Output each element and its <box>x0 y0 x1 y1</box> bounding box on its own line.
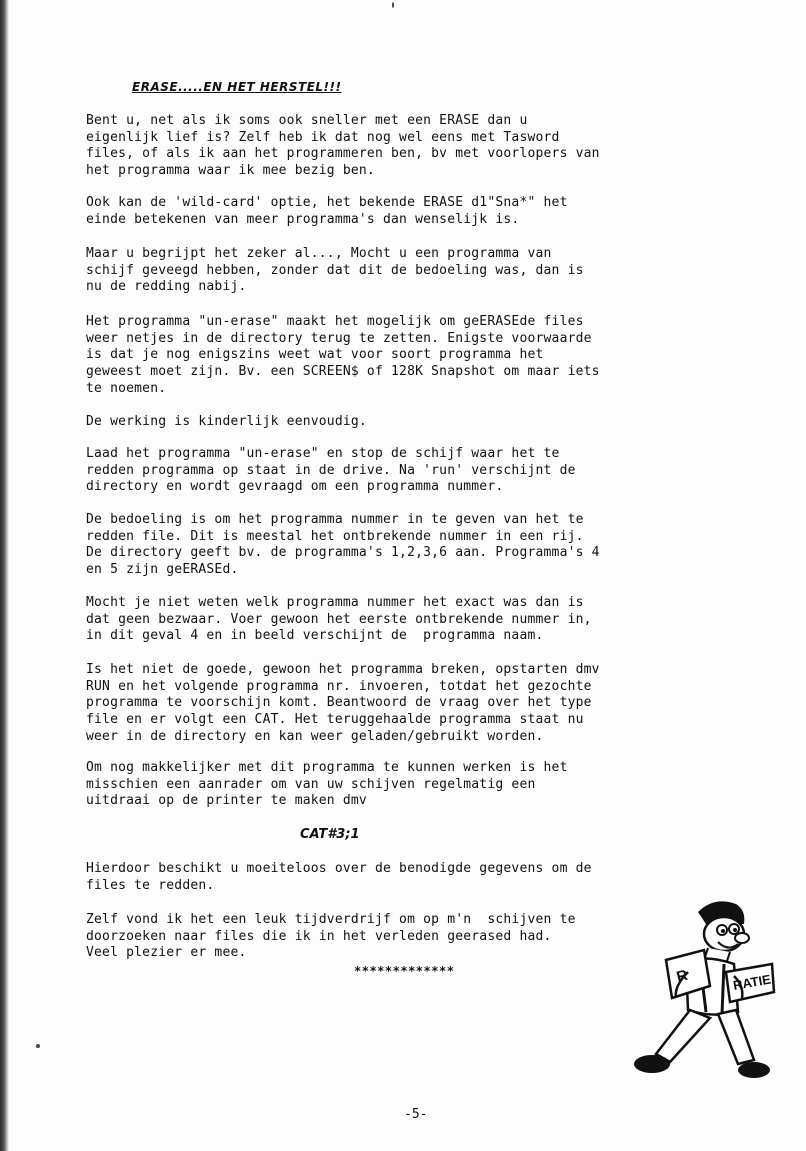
paragraph-tip: Om nog makkelijker met dit programma te kunnen werken is het misschien een aanrader om van uw schijven regelmatig een uitdraai op de printer te maken dmv <box>86 760 568 809</box>
article-heading: ERASE.....EN HET HERSTEL!!! <box>132 80 342 94</box>
paragraph-rescue: Maar u begrijpt het zeker al..., Mocht u een programma van schijf geveegd hebben, zonder dat dit de bedoeling was, dan is nu de redding nabij. <box>86 246 584 295</box>
scan-speck <box>36 1044 40 1048</box>
paragraph-unknown: Mocht je niet weten welk programma nummer het exact was dan is dat geen bezwaar. Voer gewoon het eerste ontbrekende nummer in, in dit geval 4 en in beeld verschijnt de programma naam. <box>86 595 592 644</box>
separator-stars: ************* <box>354 964 455 978</box>
paragraph-load: Laad het programma "un-erase" en stop de schijf waar het te redden programma op staat in de drive. Na 'run' verschijnt de directory en wordt gevraagd om een programma nummer. <box>86 446 576 495</box>
binding-edge <box>0 0 9 1151</box>
sign-text-right: RATIE <box>731 971 772 993</box>
paragraph-un-erase: Het programma "un-erase" maakt het mogelijk om geERASEde files weer netjes in de directory terug te zetten. Enigste voorwaarde is dat je nog enigszins weet wat voor soort programma het geweest moet zijn. Bv. een SCREEN$ of 128K Snapshot om maar iets te noemen. <box>86 314 600 396</box>
paragraph-intro: Bent u, net als ik soms ook sneller met een ERASE dan u eigenlijk lief is? Zelf heb ik dat nog wel eens met Tasword files, of als ik aan het programmeren ben, bv met voorlopers van het programma waar ik mee bezig ben. <box>86 113 600 179</box>
paragraph-intent: De bedoeling is om het programma nummer in te geven van het te redden file. Dit is meestal het ontbrekende nummer in een rij. De directory geeft bv. de programma's 1,2,3,6 aan. Programma's 4 en 5 zijn geERASEd. <box>86 512 600 578</box>
walking-man-illustration <box>626 894 776 1094</box>
cat-command: CAT#3;1 <box>300 827 360 842</box>
paragraph-closing: Zelf vond ik het een leuk tijdverdrijf om op m'n schijven te doorzoeken naar files die ik in het verleden geerased had. Veel plezier er mee. <box>86 912 576 961</box>
scan-speck <box>392 2 394 8</box>
paragraph-benefit: Hierdoor beschikt u moeiteloos over de benodigde gegevens om de files te redden. <box>86 861 592 893</box>
paragraph-retry: Is het niet de goede, gewoon het programma breken, opstarten dmv RUN en het volgende programma nr. invoeren, totdat het gezochte programma te voorschijn komt. Beantwoord de vraag over het type file en er volgt een CAT. Het teruggehaalde programma staat nu weer in de directory en kan weer geladen/gebruikt worden. <box>86 662 600 744</box>
sign-text-left: R <box>674 966 690 986</box>
paragraph-wildcard: Ook kan de 'wild-card' optie, het bekende ERASE d1"Sna*" het einde betekenen van meer programma's dan wenselijk is. <box>86 195 568 227</box>
page-number: -5- <box>404 1107 428 1122</box>
paragraph-simple: De werking is kinderlijk eenvoudig. <box>86 414 367 429</box>
